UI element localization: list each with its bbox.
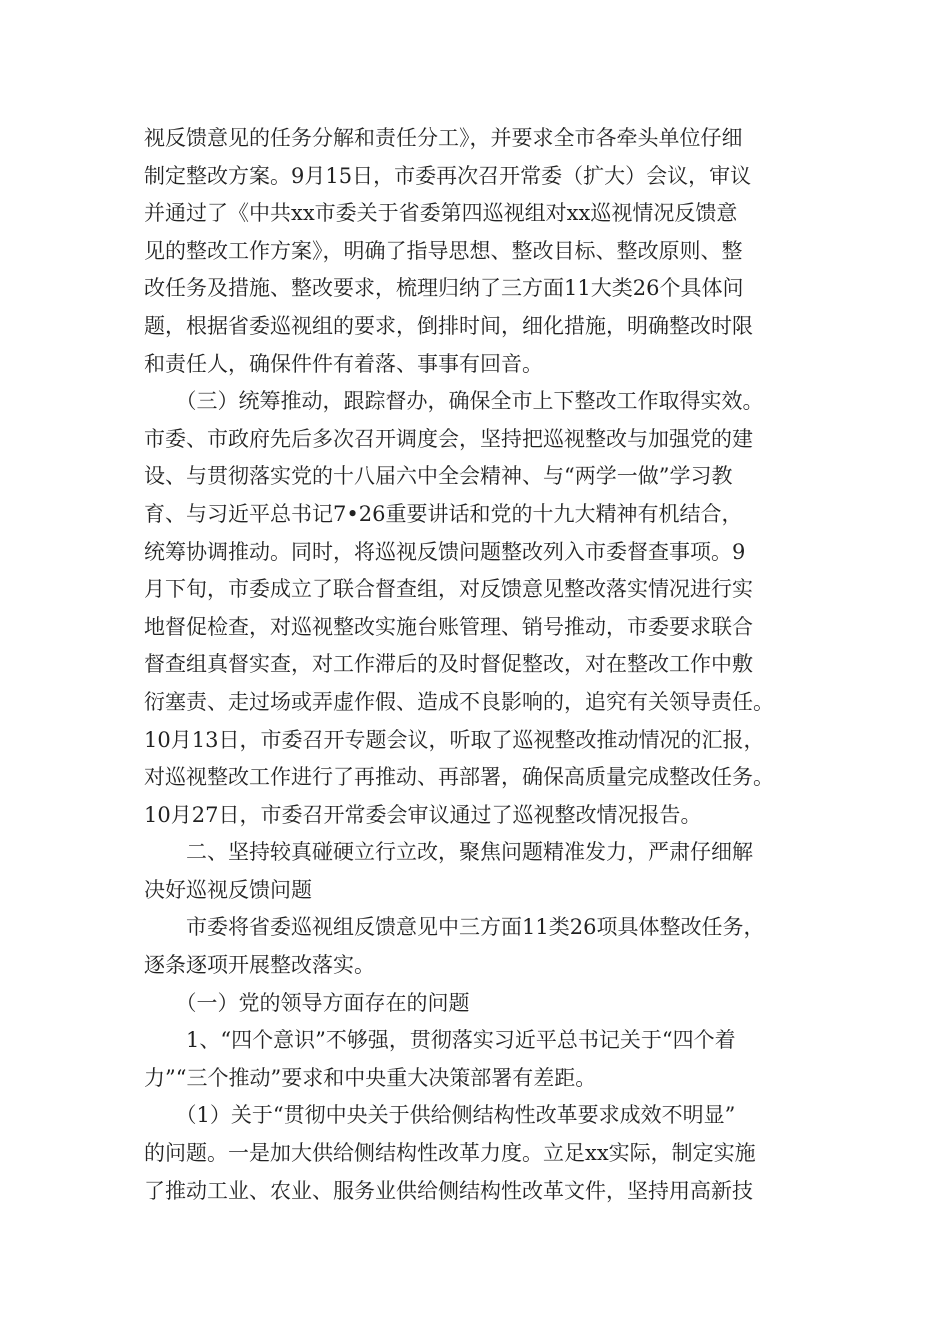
text-line: 题，根据省委巡视组的要求，倒排时间，细化措施，明确整改时限 [144,313,753,338]
text-line: 市委、市政府先后多次召开调度会，坚持把巡视整改与加强党的建 [144,426,753,451]
text-line: 督查组真督实查，对工作滞后的及时督促整改，对在整改工作中敷 [144,652,753,677]
text-line: 市委将省委巡视组反馈意见中三方面11类26项具体整改任务， [144,915,765,940]
document-body [144,120,814,1210]
text-line: 视反馈意见的任务分解和责任分工》，并要求全市各牵头单位仔细 [144,126,743,150]
section-heading-line: 决好巡视反馈问题 [144,877,312,902]
text-line: 10月27日，市委召开常委会审议通过了巡视整改情况报告。 [144,802,702,827]
text-line: 衍塞责、走过场或弄虚作假、造成不良影响的，追究有关领导责任。 [144,689,774,714]
text-line: 并通过了《中共xx市委关于省委第四巡视组对xx巡视情况反馈意 [144,201,738,226]
text-line: 逐条逐项开展整改落实。 [144,953,375,978]
text-line: 制定整改方案。9月15日，市委再次召开常委（扩大）会议，审议 [144,163,752,188]
section-heading-line: 二、坚持较真碰硬立行立改，聚焦问题精准发力，严肃仔细解 [144,840,753,865]
text-line: 1、“四个意识”不够强，贯彻落实习近平总书记关于“四个着 [144,1028,736,1053]
text-line: 和责任人，确保件件有着落、事事有回音。 [144,351,543,376]
text-line: 设、与贯彻落实党的十八届六中全会精神、与“两学一做”学习教 [144,464,733,489]
text-line: 月下旬，市委成立了联合督查组，对反馈意见整改落实情况进行实 [144,577,753,602]
text-line: 了推动工业、农业、服务业供给侧结构性改革文件，坚持用高新技 [144,1178,753,1203]
text-line: 统筹协调推动。同时，将巡视反馈问题整改列入市委督查事项。9 [144,539,746,564]
text-line: （1）关于“贯彻中央关于供给侧结构性改革要求成效不明显” [144,1103,736,1128]
text-line: 对巡视整改工作进行了再推动、再部署，确保高质量完成整改任务。 [144,765,774,790]
text-line: 的问题。一是加大供给侧结构性改革力度。立足xx实际，制定实施 [144,1141,756,1166]
text-line: 地督促检查，对巡视整改实施台账管理、销号推动，市委要求联合 [144,614,753,639]
text-line: 10月13日，市委召开专题会议，听取了巡视整改推动情况的汇报， [144,727,765,752]
subsection-heading-line: （一）党的领导方面存在的问题 [144,990,470,1015]
text-line: 见的整改工作方案》，明确了指导思想、整改目标、整改原则、整 [144,238,743,263]
text-line: 育、与习近平总书记7•26重要讲话和党的十九大精神有机结合， [144,501,743,526]
section-heading-line: （三）统筹推动，跟踪督办，确保全市上下整改工作取得实效。 [144,389,764,414]
text-line: 改任务及措施、整改要求，梳理归纳了三方面11大类26个具体问 [144,276,744,301]
text-line: 力”“三个推动”要求和中央重大决策部署有差距。 [144,1065,597,1090]
